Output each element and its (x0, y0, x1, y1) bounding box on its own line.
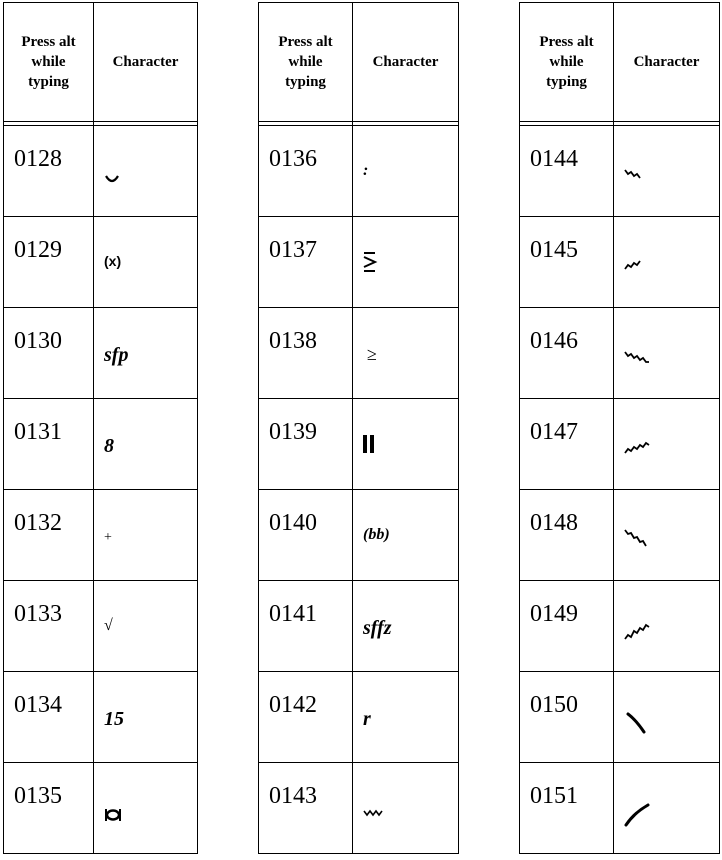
character-cell (353, 581, 459, 672)
alt-code: 0131 (4, 399, 94, 490)
header-character: Character (353, 3, 459, 122)
short-wave-icon (361, 801, 401, 831)
alt-code: 0146 (520, 308, 614, 399)
header-row (259, 3, 459, 122)
table-row (520, 672, 720, 763)
alt-code: 0148 (520, 490, 614, 581)
alt-code: 0143 (259, 763, 353, 854)
alt-code: 0144 (520, 126, 614, 217)
table-row (520, 581, 720, 672)
character-cell (614, 126, 720, 217)
plus-icon: + (104, 530, 112, 545)
character-cell (94, 399, 198, 490)
curve-breve-icon (102, 164, 142, 194)
header-press-alt: Press alt while typing (4, 3, 94, 122)
header-press-alt: Press alt while typing (259, 3, 353, 122)
character-cell (353, 308, 459, 399)
alt-code: 0142 (259, 672, 353, 763)
check-icon: √ (104, 617, 113, 634)
character-cell (353, 399, 459, 490)
table-row (259, 399, 459, 490)
long-trill-up-icon (622, 437, 662, 467)
character-cell (614, 399, 720, 490)
table-row (259, 763, 459, 854)
header-character: Character (614, 3, 720, 122)
double-bar-icon (361, 431, 401, 461)
fifteen-icon: 15 (104, 708, 124, 730)
table-row (4, 581, 198, 672)
figure-eight-icon: 8 (104, 435, 114, 457)
character-cell (353, 672, 459, 763)
character-cell (614, 308, 720, 399)
table-row (259, 308, 459, 399)
header-character: Character (94, 3, 198, 122)
character-cell (614, 672, 720, 763)
alt-code: 0129 (4, 217, 94, 308)
character-cell (94, 308, 198, 399)
character-cell (614, 763, 720, 854)
table-row (259, 126, 459, 217)
table-row (259, 672, 459, 763)
trill-up-icon (622, 255, 662, 285)
alt-code: 0130 (4, 308, 94, 399)
table-row (4, 763, 198, 854)
greater-equal-icon: ≥ (367, 344, 377, 364)
alt-code: 0128 (4, 126, 94, 217)
header-press-alt: Press alt while typing (520, 3, 614, 122)
table-row (520, 763, 720, 854)
character-table-1 (3, 2, 198, 854)
sffz-icon: sffz (363, 617, 392, 639)
header-row (520, 3, 720, 122)
alt-code: 0134 (4, 672, 94, 763)
table-row (4, 217, 198, 308)
alt-code: 0151 (520, 763, 614, 854)
character-cell (94, 490, 198, 581)
alt-code: 0133 (4, 581, 94, 672)
alt-code: 0132 (4, 490, 94, 581)
table-row (520, 126, 720, 217)
alt-code: 0135 (4, 763, 94, 854)
table-row (259, 490, 459, 581)
character-cell (94, 763, 198, 854)
alt-code: 0149 (520, 581, 614, 672)
alt-code: 0138 (259, 308, 353, 399)
character-cell (353, 217, 459, 308)
character-cell (353, 490, 459, 581)
table-row (259, 217, 459, 308)
alt-code: 0147 (520, 399, 614, 490)
steep-trill-up-icon (622, 619, 662, 649)
alt-code: 0145 (520, 217, 614, 308)
alt-code: 0139 (259, 399, 353, 490)
table-row (4, 399, 198, 490)
character-cell (94, 672, 198, 763)
character-cell (94, 581, 198, 672)
table-row (4, 126, 198, 217)
alt-code: 0140 (259, 490, 353, 581)
long-trill-down-icon (622, 346, 662, 376)
header-row (4, 3, 198, 122)
trill-down-icon (622, 164, 662, 194)
table-row (4, 672, 198, 763)
character-cell (353, 763, 459, 854)
bracketed-x-icon: (x) (104, 253, 122, 269)
r-icon: r (363, 708, 371, 730)
character-table-3 (519, 2, 720, 854)
character-cell (353, 126, 459, 217)
steep-trill-down-icon (622, 528, 662, 558)
colon-icon: : (363, 162, 369, 179)
alt-code: 0136 (259, 126, 353, 217)
fall-stroke-icon (622, 710, 662, 740)
character-table-2 (258, 2, 459, 854)
character-cell (94, 126, 198, 217)
bracketed-double-flat-icon: (bb) (363, 526, 390, 543)
table-row (520, 308, 720, 399)
table-row (520, 490, 720, 581)
alt-code: 0150 (520, 672, 614, 763)
table-row (259, 581, 459, 672)
alt-code: 0141 (259, 581, 353, 672)
table-row (520, 399, 720, 490)
alt-code: 0137 (259, 217, 353, 308)
breve-note-icon (102, 801, 142, 831)
character-cell (614, 581, 720, 672)
table-row (4, 490, 198, 581)
character-cell (94, 217, 198, 308)
greater-equal-bar-icon (361, 247, 401, 277)
rise-stroke-icon (622, 801, 662, 831)
table-row (520, 217, 720, 308)
character-cell (614, 490, 720, 581)
sfp-icon: sfp (104, 344, 129, 366)
table-row (4, 308, 198, 399)
character-cell (614, 217, 720, 308)
